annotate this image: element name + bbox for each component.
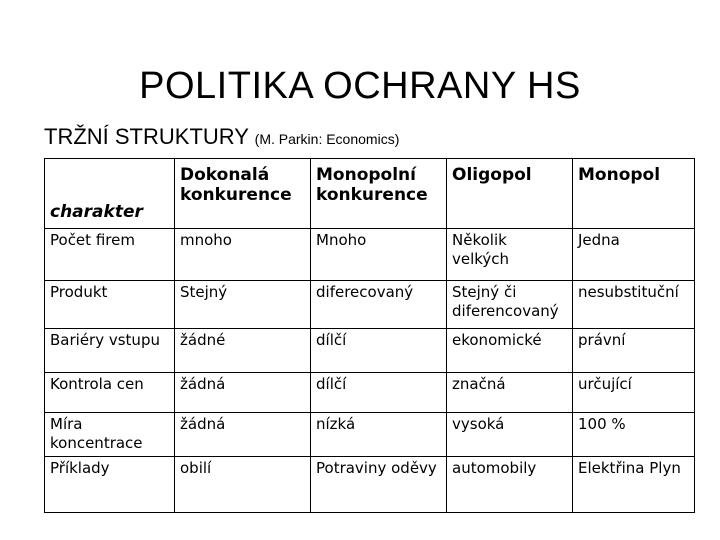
table-cell: obilí [175,457,311,513]
column-header: Dokonalá konkurence [175,159,311,229]
row-label: Bariéry vstupu [45,329,175,373]
table-row [45,329,695,373]
table-cell: Elektřina Plyn [573,457,695,513]
table-cell: 100 % [573,413,695,457]
row-label: Produkt [45,281,175,329]
column-header: Monopol [573,159,695,229]
row-label: Příklady [45,457,175,513]
table-row [45,373,695,413]
row-label: Kontrola cen [45,373,175,413]
table-cell: Potraviny oděvy [311,457,447,513]
row-label: Počet firem [45,229,175,281]
table-cell: dílčí [311,329,447,373]
market-structures-table [44,158,695,513]
table-header-row [45,159,695,229]
subtitle [44,122,399,154]
table-cell: ekonomické [447,329,573,373]
table-cell: Jedna [573,229,695,281]
table-cell: vysoká [447,413,573,457]
table-cell: dílčí [311,373,447,413]
table-row [45,413,695,457]
subtitle-reference: (M. Parkin: Economics) [254,131,400,147]
table-cell: Mnoho [311,229,447,281]
page-title: POLITIKA OCHRANY HS [139,65,581,107]
table-cell: nízká [311,413,447,457]
column-header: Monopolní konkurence [311,159,447,229]
table-cell: značná [447,373,573,413]
table-cell: automobily [447,457,573,513]
table-cell: Několik velkých [447,229,573,281]
table-cell: právní [573,329,695,373]
table-row [45,457,695,513]
table-row [45,281,695,329]
column-header: Oligopol [447,159,573,229]
table-cell: diferecovaný [311,281,447,329]
table-cell: Stejný či diferencovaný [447,281,573,329]
table-cell: mnoho [175,229,311,281]
corner-label: charakter [45,159,175,229]
row-label: Míra koncentrace [45,413,175,457]
table-cell: určující [573,373,695,413]
table-cell: žádná [175,373,311,413]
subtitle-main: TRŽNÍ STRUKTURY [44,124,249,149]
table-cell: žádné [175,329,311,373]
table-cell: Stejný [175,281,311,329]
table-cell: žádná [175,413,311,457]
table-row [45,229,695,281]
table-cell: nesubstituční [573,281,695,329]
